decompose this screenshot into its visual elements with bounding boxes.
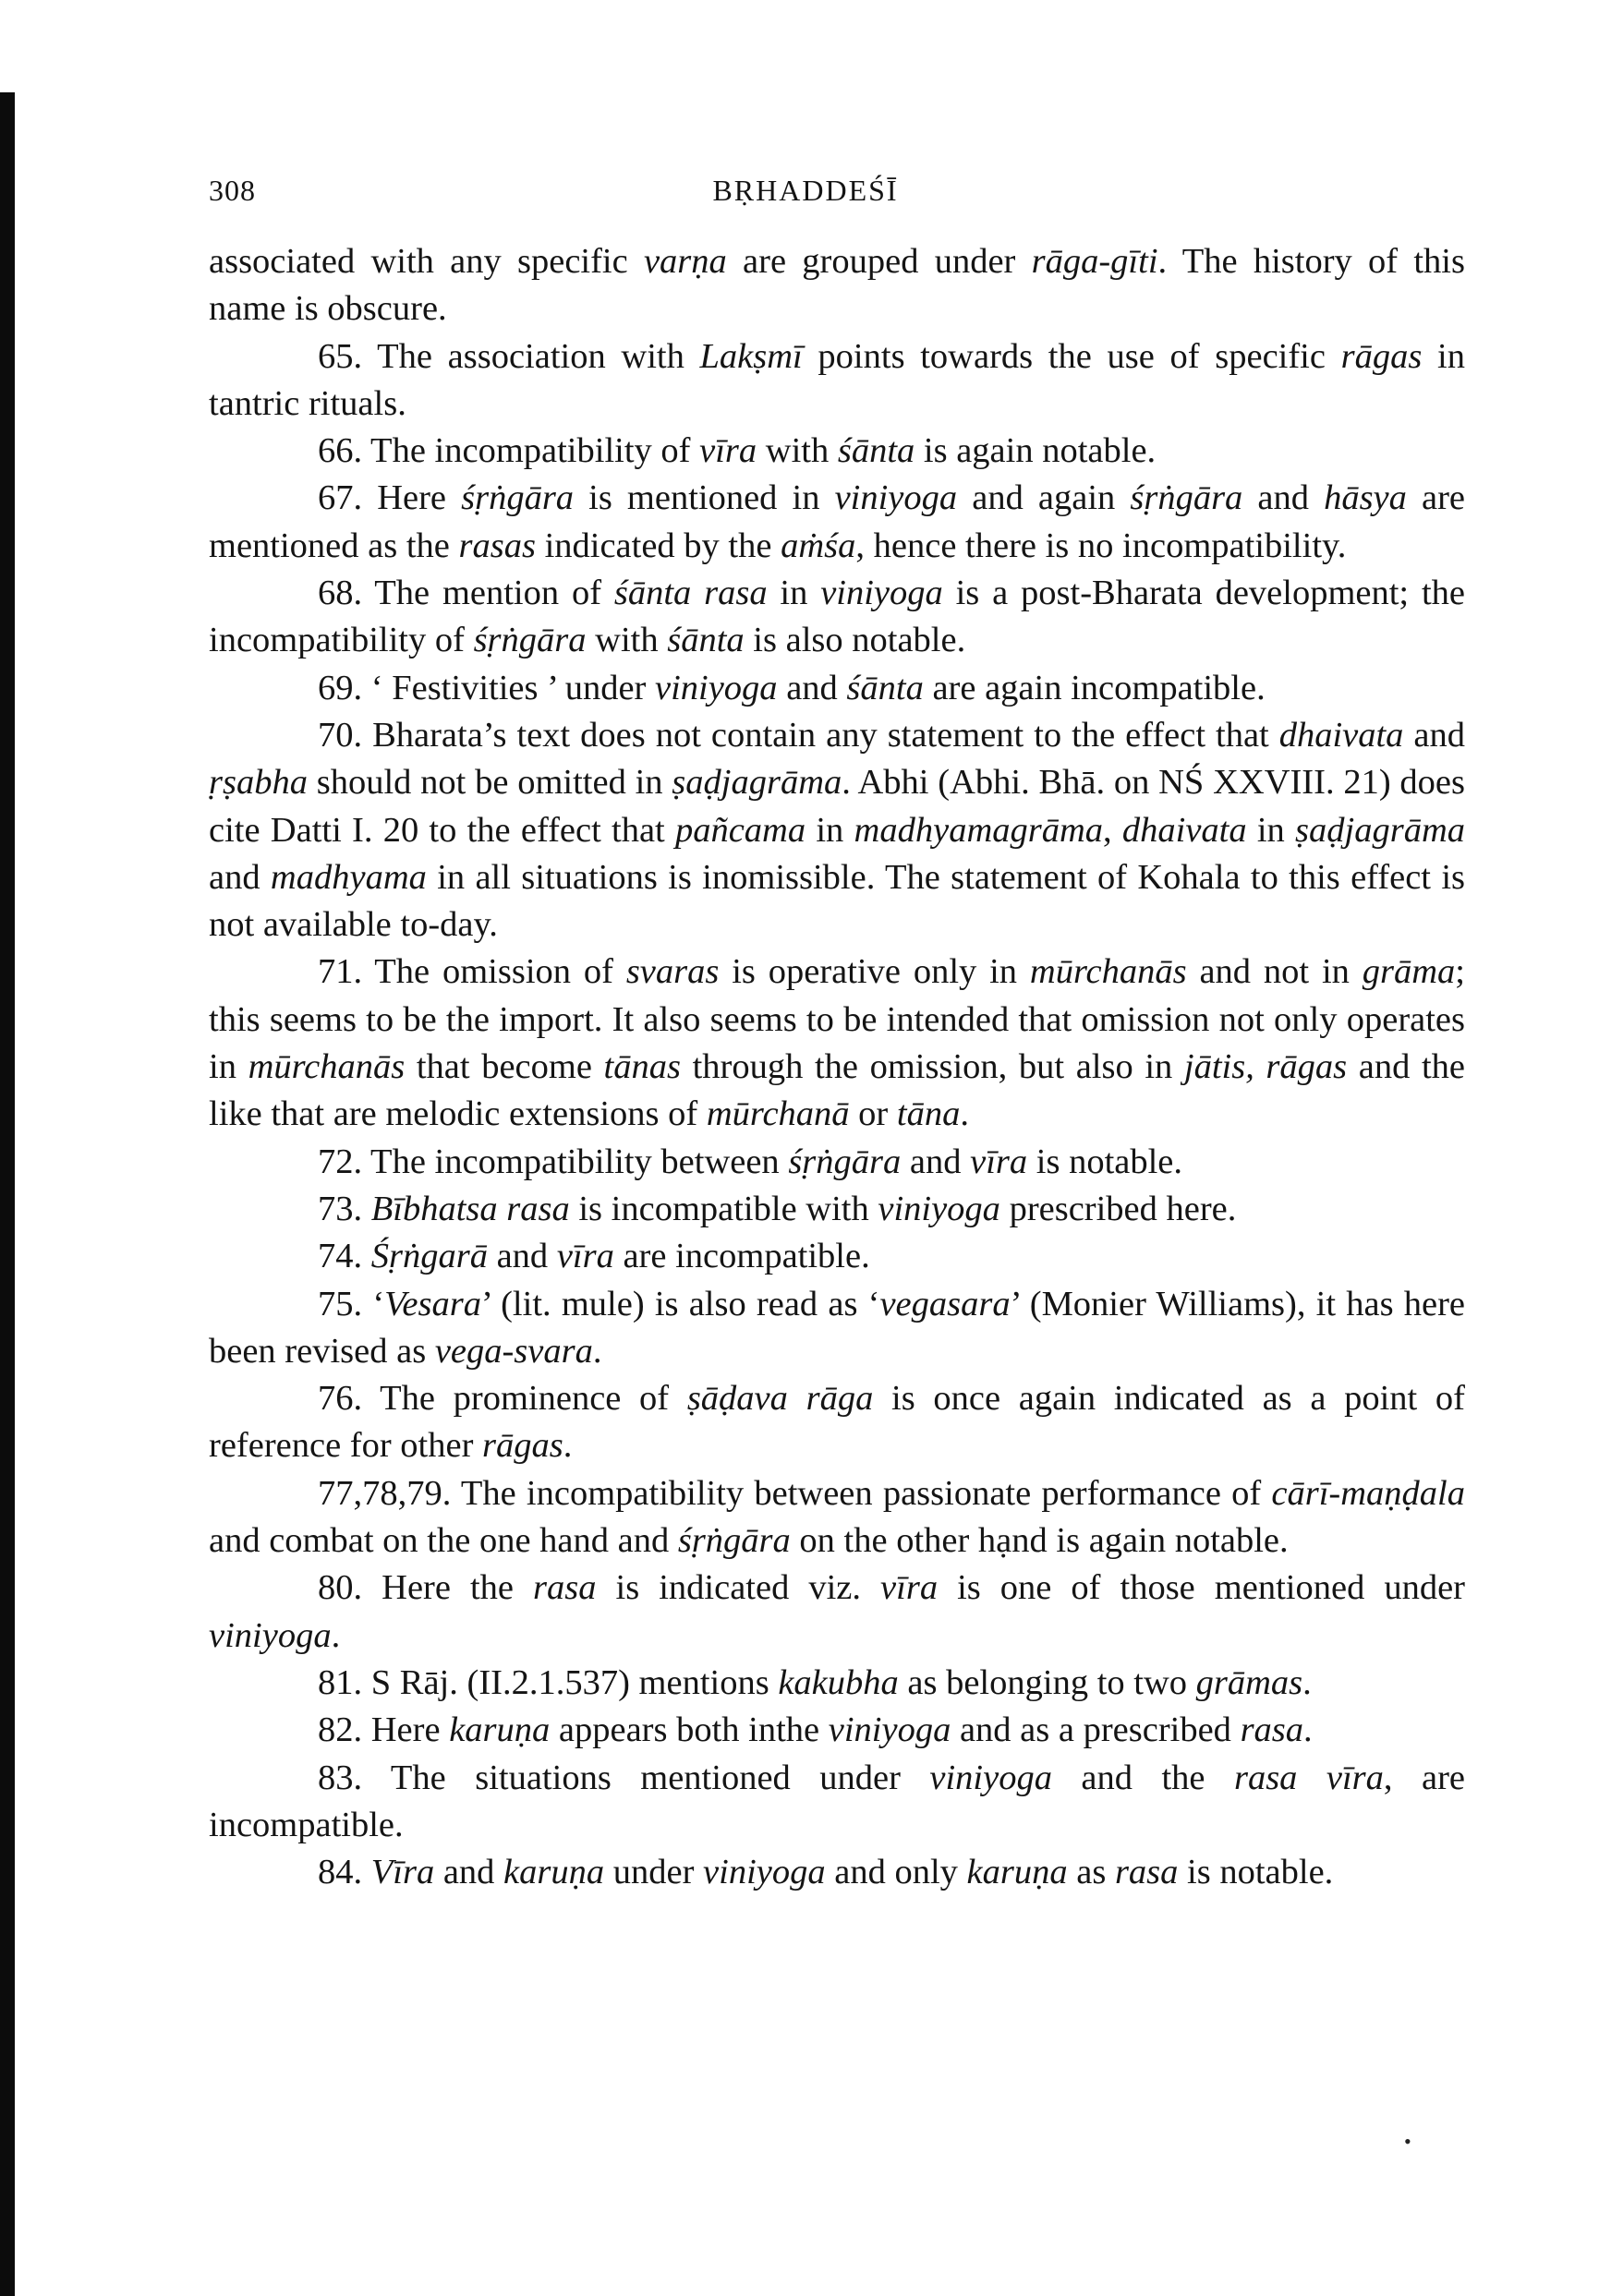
- endnote-paragraph: 74. Śṛṅgarā and vīra are incompatible.: [318, 1237, 870, 1276]
- endnote-paragraph: 65. The association with Lakṣmī points towards the use of specific rāgas in tantric rituals.: [209, 336, 1465, 423]
- endnote-paragraph: associated with any specific varṇa are grouped under rāga-gīti. The history of this name is obscure.: [209, 242, 1465, 329]
- endnote-paragraph: 77,78,79. The incompatibility between passionate performance of cārī-maṇḍala and combat on the one hand and śṛṅgāra on the other hạnd is again notable.: [209, 1473, 1465, 1561]
- endnote-paragraph: 76. The prominence of ṣāḍava rāga is once again indicated as a point of reference for other rāgas.: [209, 1379, 1465, 1466]
- running-head: BṚHADDEŚĪ: [712, 174, 899, 207]
- endnote-paragraph: 67. Here śṛṅgāra is mentioned in viniyoga and again śṛṅgāra and hāsya are mentioned as the rasas indicated by the aṁśa, hence there is no incompatibility.: [209, 478, 1465, 565]
- endnote-paragraph: 82. Here karuṇa appears both inthe viniyoga and as a prescribed rasa.: [318, 1710, 1313, 1750]
- scan-speck: •: [1404, 2130, 1411, 2153]
- endnote-paragraph: 68. The mention of śānta rasa in viniyoga is a post-Bharata development; the incompatibility of śṛṅgāra with śānta is also notable.: [209, 574, 1465, 660]
- endnote-paragraph: 80. Here the rasa is indicated viz. vīra is one of those mentioned under viniyoga.: [209, 1568, 1465, 1655]
- endnote-paragraph: 69. ‘ Festivities ’ under viniyoga and śānta are again incompatible.: [318, 668, 1266, 707]
- page-header: [0, 174, 1611, 218]
- endnote-paragraph: 84. Vīra and karuṇa under viniyoga and only karuṇa as rasa is notable.: [318, 1853, 1334, 1892]
- endnote-paragraph: 72. The incompatibility between śṛṅgāra and vīra is notable.: [318, 1142, 1183, 1181]
- endnote-paragraph: 83. The situations mentioned under viniyoga and the rasa vīra, are incompatible.: [209, 1758, 1466, 1844]
- endnotes-body: [209, 238, 1465, 1896]
- endnote-paragraph: 75. ‘Vesara’ (lit. mule) is also read as ‘vegasara’ (Monier Williams), it has here been revised as vega-svara.: [209, 1284, 1465, 1371]
- page-binding-edge: [0, 92, 15, 2296]
- endnote-paragraph: 66. The incompatibility of vīra with śānta is again notable.: [318, 431, 1157, 471]
- endnote-paragraph: 73. Bībhatsa rasa is incompatible with viniyoga prescribed here.: [318, 1189, 1237, 1228]
- endnote-paragraph: 71. The omission of svaras is operative only in mūrchanās and not in grāma; this seems to be the import. It also seems to be intended that omission not only operates in mūrchanās that become tānas through the omission, but also in jātis, rāgas and the like that are melodic extensions of mūrchanā or tāna.: [209, 952, 1465, 1134]
- endnote-paragraph: 70. Bharata’s text does not contain any statement to the effect that dhaivata and ṛṣabha should not be omitted in ṣaḍjagrāma. Abhi (Abhi. Bhā. on NŚ XXVIII. 21) does cite Datti I. 20 to the effect that pañcama in madhyamagrāma, dhaivata in ṣaḍjagrāma and madhyama in all situations is inomissible. The statement of Kohala to this effect is not available to-day.: [209, 715, 1466, 945]
- page-number: 308: [209, 174, 256, 207]
- endnote-paragraph: 81. S Rāj. (II.2.1.537) mentions kakubha as belonging to two grāmas.: [318, 1662, 1312, 1702]
